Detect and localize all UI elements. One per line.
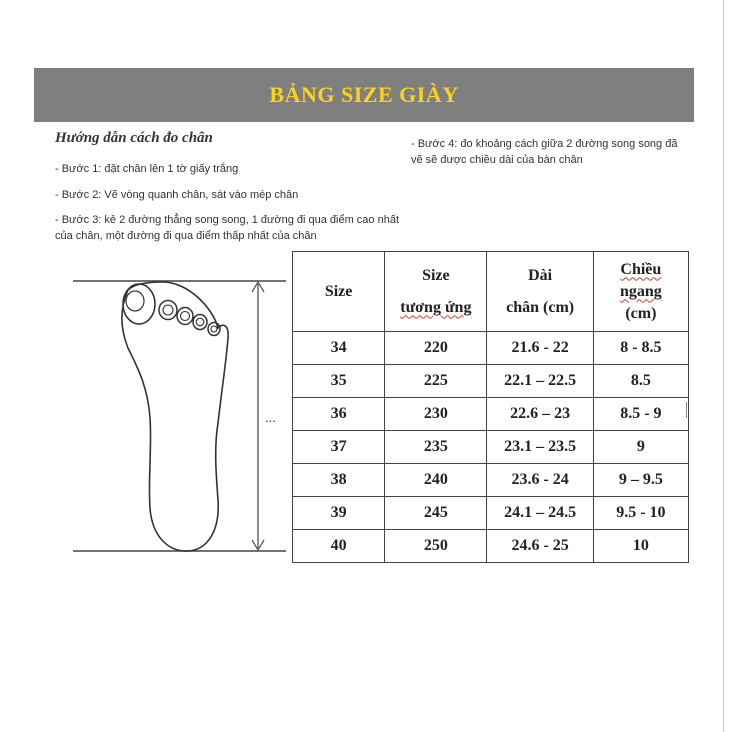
cell-size: 37 [293, 431, 385, 464]
table-row [293, 530, 689, 563]
cell-width: 10 [593, 530, 688, 563]
header-width-line1: Chiều [620, 260, 662, 278]
cell-equivalent: 250 [385, 530, 487, 563]
header-equivalent-line1: Size [422, 266, 450, 284]
header-equivalent-line2: tương ứng [400, 298, 472, 316]
header-length [487, 252, 593, 332]
cell-length: 23.6 - 24 [487, 464, 593, 497]
toe-3 [177, 308, 193, 325]
header-equivalent [385, 252, 487, 332]
cell-equivalent: 245 [385, 497, 487, 530]
header-length-line2: chân (cm) [506, 298, 575, 316]
cell-size: 39 [293, 497, 385, 530]
table-row [293, 431, 689, 464]
cell-width: 8.5 - 9 [593, 398, 688, 431]
cell-equivalent: 235 [385, 431, 487, 464]
header-length-line1: Dài [528, 266, 553, 284]
cell-equivalent: 240 [385, 464, 487, 497]
toe-2-nail [163, 305, 173, 315]
big-toe-nail [126, 291, 144, 311]
foot-measurement-illustration [68, 268, 290, 558]
header-width-line3: (cm) [625, 304, 657, 322]
ellipsis-text: ... [265, 410, 276, 425]
step-3-text: - Bước 3: kẻ 2 đường thẳng song song, 1 đường đi qua điểm cao nhất của chân, một đường đi qua điểm thấp nhất của chân [55, 214, 399, 242]
toe-5 [208, 323, 220, 336]
table-row [293, 332, 689, 365]
cell-width: 8.5 [593, 365, 688, 398]
cell-length: 22.6 – 23 [487, 398, 593, 431]
cell-equivalent: 220 [385, 332, 487, 365]
edge-mark [686, 402, 687, 418]
cell-length: 24.6 - 25 [487, 530, 593, 563]
cell-size: 35 [293, 365, 385, 398]
size-table [292, 251, 689, 563]
cell-equivalent: 230 [385, 398, 487, 431]
header-size-label: Size [324, 282, 353, 300]
cell-length: 23.1 – 23.5 [487, 431, 593, 464]
guide-title: Hướng dẫn cách đo chân [55, 130, 213, 146]
toe-3-nail [181, 312, 190, 321]
cell-equivalent: 225 [385, 365, 487, 398]
title-banner [34, 68, 694, 122]
step-1-text: - Bước 1: đặt chân lên 1 tờ giấy trắng [55, 163, 239, 175]
step-2-text: - Bước 2: Vẽ vòng quanh chân, sát vào mép chân [55, 189, 299, 201]
table-header-row [293, 252, 689, 332]
cell-width: 8 - 8.5 [593, 332, 688, 365]
table-row [293, 365, 689, 398]
big-toe [123, 284, 155, 324]
table-row [293, 398, 689, 431]
cell-width: 9 – 9.5 [593, 464, 688, 497]
cell-length: 21.6 - 22 [487, 332, 593, 365]
toe-4 [193, 315, 207, 330]
header-width [593, 252, 688, 332]
page-edge-line [723, 0, 724, 732]
cell-size: 40 [293, 530, 385, 563]
toe-5-nail [211, 326, 217, 332]
toe-2 [159, 301, 177, 320]
header-size [293, 252, 385, 332]
cell-width: 9 [593, 431, 688, 464]
cell-size: 34 [293, 332, 385, 365]
cell-size: 38 [293, 464, 385, 497]
cell-width: 9.5 - 10 [593, 497, 688, 530]
toe-4-nail [196, 318, 204, 326]
cell-size: 36 [293, 398, 385, 431]
banner-title: BẢNG SIZE GIÀY [269, 82, 459, 107]
table-row [293, 464, 689, 497]
table-row [293, 497, 689, 530]
cell-length: 24.1 – 24.5 [487, 497, 593, 530]
step-4-text: - Bước 4: đo khoảng cách giữa 2 đường song song đã vẽ sẽ được chiều dài của bàn chân [411, 138, 678, 166]
cell-length: 22.1 – 22.5 [487, 365, 593, 398]
header-width-line2: ngang [619, 282, 662, 300]
